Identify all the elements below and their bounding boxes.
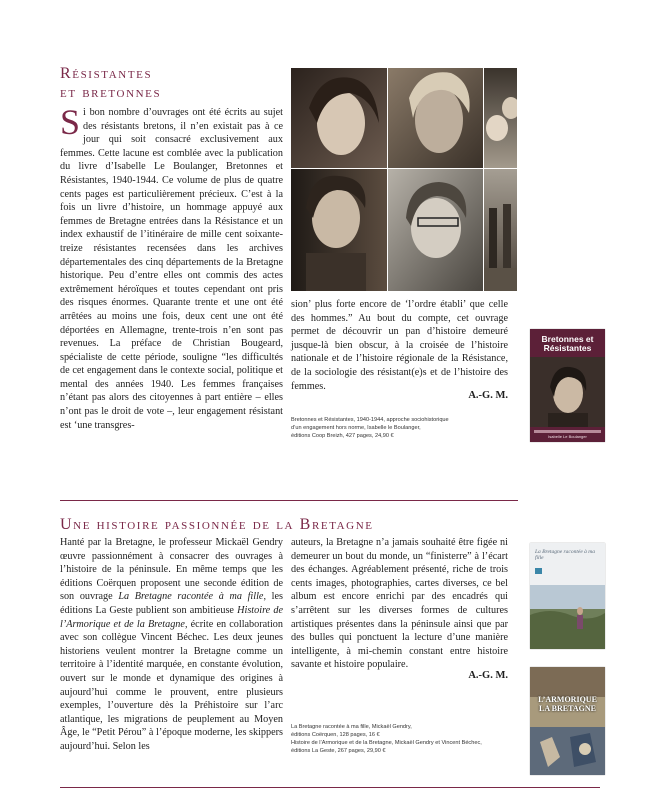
article-text: Hanté par la Bretagne, le professeur Mickaël Gendry œuvre passionnément à consacrer des ouvrages à l’histoire de la péninsule. En même temps que les éditions Coërquen proposent une seconde édition de son ouvrage [60,537,283,603]
book-cover-portrait [530,357,605,427]
article-title-line1: Résistantes [60,65,153,82]
article-text: i bon nombre d’ouvrages ont été écrits au sujet des résistants bretons, il n’en existait pas à ce jour qui soit consacré exclusivement aux femmes. Cette lacune est comblée avec la publication du livre d’Isabelle Le Boulanger, Bretonnes et Résistantes, 1940-1944. Ce volume de plus de quatre cents pages est particulièrement précieux. C’est à la fois un livre d’histoire, un hommage appuyé aux femmes de Bretagne entrées dans la Résistance et un index exhaustif de l’itinéraire de mille cent soixante-treize résistantes recensées dans les archives départementales des cinq départements de la Bretagne historique. Peu d’entre elles ont commis des actes extrêmement héroïques et toutes cependant ont pris des risques énormes. Quarante trente et une ont été arrêtées au moins une fois, deux cent une ont été déportées en Allemagne, trente-trois n’en sont pas revenues. La préface de Christian Bougeard, spécialiste de cette période, souligne “les difficultés de cet engagement dans le contexte social, politique et mental des années 1940. Les femmes françaises n’étant pas alors des citoyennes à part entière – elles n’ont pas le droit de vote –, leur engagement résistant est ‘une transgres- [60,107,283,431]
caption-line: Histoire de l’Armorique et de la Bretagne, Mickaël Gendry et Vincent Béchec, [291,740,482,746]
section-divider [60,500,518,501]
article-text: auteurs, la Bretagne n’a jamais souhaité être figée ni demeurer un bout du monde, un “finisterre” à l’écart des échanges. Agréablement présenté, riche de trois cents images, photographies, cartes diverses, ce bel album est encore enrichi par des encadrés qui s’arrêtent sur les diverses formes de cultures artistiques présentes dans la péninsule ainsi que par des bulles qui ponctuent la lecture d’une manière intelligente, à mi-chemin constant entre histoire savante et histoire populaire. [291,537,508,671]
book-cover-title-line2: LA BRETAGNE [539,704,596,713]
book-cover-histoire-armorique [530,667,605,775]
book-cover-title-line2: Résistantes [543,343,592,353]
book-cover-title: La Bretagne racontée à ma fille [535,549,595,561]
book-caption [291,416,511,440]
book-cover-title [530,335,605,353]
article-title [60,64,280,102]
book-cover-title [530,695,605,713]
book-caption [291,723,516,755]
page-footer-rule [60,787,600,788]
book-cover-bretonnes-et-resistantes [530,329,605,442]
book-cover-author: Isabelle Le Boulanger [548,434,587,439]
article-body-col1 [60,102,283,432]
article-text: , écrite en collaboration avec son collègue Vincent Béchec. Les deux jeunes historiens veulent montrer la Bretagne comme un territoire à l’identité marquée, en constante évolution, ouvert sur le monde et dynamique des origines à aujourd’hui comme le prouvent, entre plusieurs exemples, l’ouverture dès la Préhistoire sur l’arc atlantique, les migrations de peuplement au Moyen Âge, le “Petit Pérou” à l’époque moderne, les skippers aujourd’hui. Selon les [60,618,283,752]
book-cover-title-line1: Bretonnes et [541,334,594,344]
article-body-col2 [291,536,508,672]
article-text: , les éditions La Geste publient son ambitieuse [60,591,283,616]
caption-line: éditions Coop Breizh, 427 pages, 24,90 € [291,433,394,439]
book-cover-artwork [530,667,605,775]
article-text: sion’ plus forte encore de ‘l’ordre établi’ que celle des hommes.” Au bout du compte, cet ouvrage permet de découvrir un pan d’histoire demeuré jusque-là bien obscur, à la croisée de l’histoire nationale et de l’histoire régionale de la Résistance, de la sociologie des résistant(e)s et de l’histoire des femmes. [291,299,508,392]
article-body-col1 [60,536,283,754]
caption-line: éditions Coërquen, 128 pages, 16 € [291,732,380,738]
resistance-portraits-collage [291,68,517,291]
caption-line: Bretonnes et Résistantes, 1940-1944, approche sociohistorique [291,417,449,423]
author-signature: A.-G. M. [468,670,508,681]
book-cover-photo [530,585,605,649]
publisher-logo [535,568,542,574]
caption-line: éditions La Geste, 267 pages, 29,90 € [291,748,386,754]
book-title-ref: La Bretagne racontée à ma fille [118,591,264,603]
caption-line: La Bretagne racontée à ma fille, Mickaël Gendry, [291,724,412,730]
book-cover-bretagne-racontee [530,543,605,649]
article-title-line2: et bretonnes [60,84,162,101]
caption-line: d’un engagement hors norme, Isabelle le Boulanger, [291,425,421,431]
book-cover-title-line1: L’ARMORIQUE [538,695,597,704]
drop-cap: S [60,102,81,142]
article-title: Une histoire passionnée de la Bretagne [60,516,374,533]
author-signature: A.-G. M. [468,390,508,401]
portraits-collage-image [291,68,517,291]
book-title-ref: Histoire de l’Armorique et de la Bretagne [60,604,283,630]
article-body-col2 [291,298,508,393]
book-cover-band [534,430,601,433]
